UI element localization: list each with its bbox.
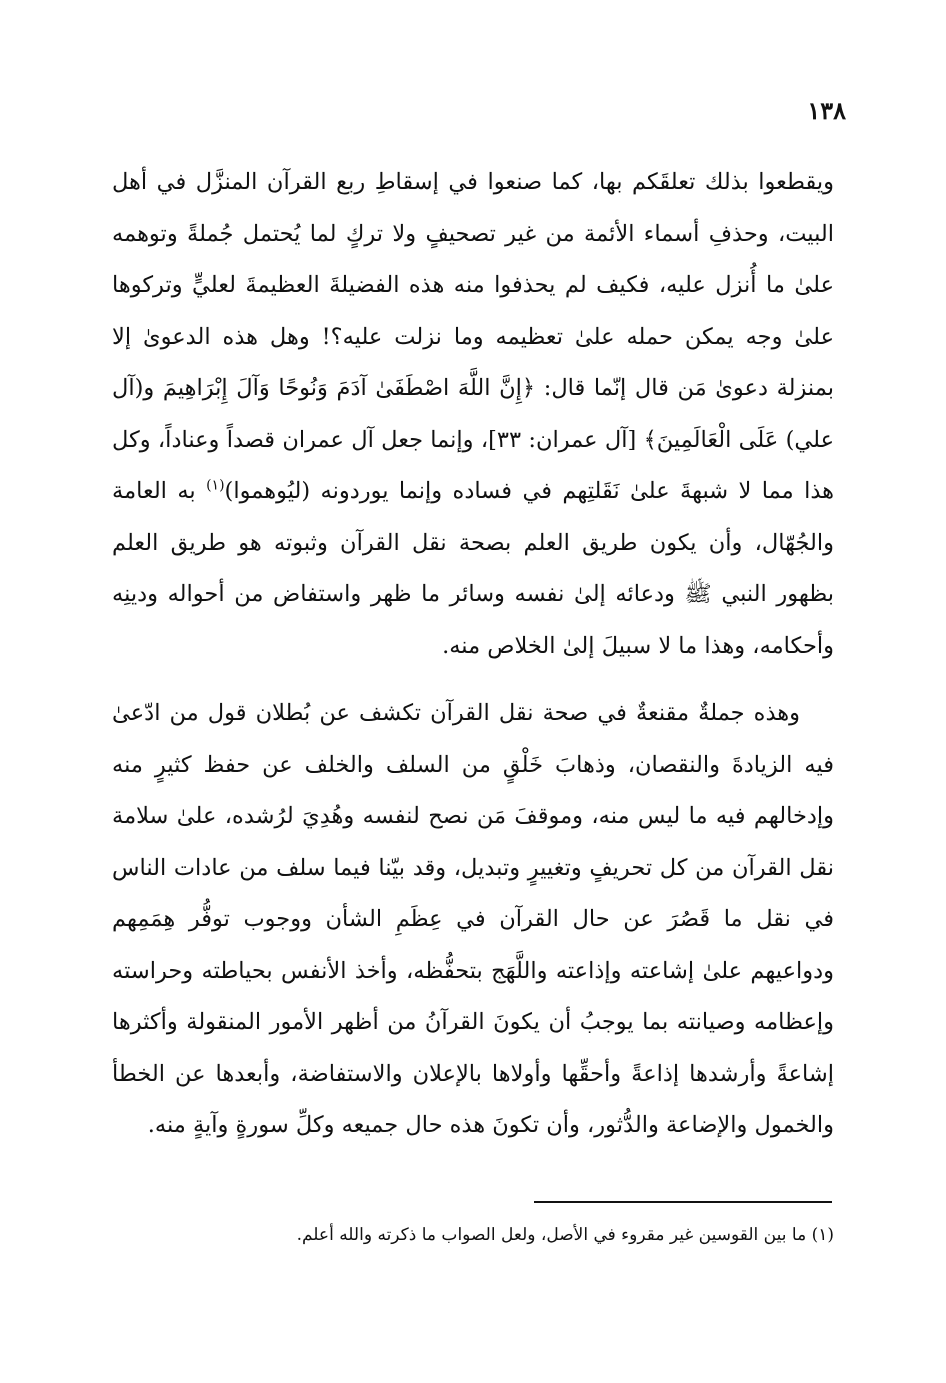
paragraph-1-text: ويقطعوا بذلك تعلقَكم بها، كما صنعوا في إسقاطِ ربع القرآن المنزَّل في أهل البيت، وحذفِ أسماء الأئمة من غير تصحيفٍ ولا تركٍ لما يُحتمل جُملةً وتوهمه علىٰ ما أُنزل عليه، فكيف لم يحذفوا منه هذه الفضيلةَ العظيمةَ لعليٍّ وتركوها علىٰ وجه يمكن حمله علىٰ تعظيمه وما نزلت عليه؟! وهل هذه الدعوىٰ إلا بمنزلة دعوىٰ مَن قال إنّما قال: ﴿إِنَّ اللَّهَ اصْطَفَىٰ آدَمَ وَنُوحًا وَآلَ إِبْرَاهِيمَ و(آل علي) عَلَى الْعَالَمِينَ﴾ [آل عمران: ٣٣]، وإنما جعل آل عمران قصداً وعناداً، وكل هذا مما لا شبهةَ علىٰ نَقَلتِهم في فساده وإنما يوردونه (ليُوهموا) xyxy=(112,169,835,504)
page-number: ١٣٨ xyxy=(807,96,846,125)
paragraph-1-continuation: به العامة والجُهّال، وأن يكون طريق العلم بصحة نقل القرآن وثبوته هو طريق العلم بظهور النبي ﷺ ودعائه إلىٰ نفسه وسائر ما ظهر واستفاض من أحواله ودينِه وأحكامه، وهذا ما لا سبيلَ إلىٰ الخلاص منه. xyxy=(112,478,834,659)
paragraph-2: وهذه جملةٌ مقنعةٌ في صحة نقل القرآن تكشف عن بُطلان قول من ادّعىٰ فيه الزيادةَ والنقصان، وذهابَ خَلْقٍ من السلف والخلف عن حفظ كثيرٍ منه وإدخالهم فيه ما ليس منه، وموقفَ مَن نصح لنفسه وهُدِيَ لرُشده، علىٰ سلامة نقل القرآن من كل تحريفٍ وتغييرٍ وتبديل، وقد بيّنا فيما سلف من عادات الناس في نقل ما قَصُرَ عن حال القرآن في عِظَمِ الشأن ووجوب توفُّر هِمَمِهم ودواعيهم علىٰ إشاعته وإذاعته واللَّهَج بتحفُّظه، وأخذ الأنفس بحياطته وحراسته وإعظامه وصيانته بما يوجبُ أن يكونَ القرآنُ من أظهر الأمور المنقولة وأكثرها إشاعةً وأرشدها إذاعةً وأحقِّها وأولاها بالإعلان والاستفاضة، وأبعدها عن الخطأ والخمول والإضاعة والدُّثور، وأن تكونَ هذه حال جميعه وكلِّ سورةٍ وآيةٍ منه. xyxy=(112,700,834,1138)
footnote-separator xyxy=(534,1201,832,1203)
paragraph-1 xyxy=(112,157,834,672)
footnote-marker[interactable]: (١) xyxy=(206,477,225,494)
footnote: (١) ما بين القوسين غير مقروء في الأصل، ولعل الصواب ما ذكرته والله أعلم. xyxy=(296,1225,834,1245)
